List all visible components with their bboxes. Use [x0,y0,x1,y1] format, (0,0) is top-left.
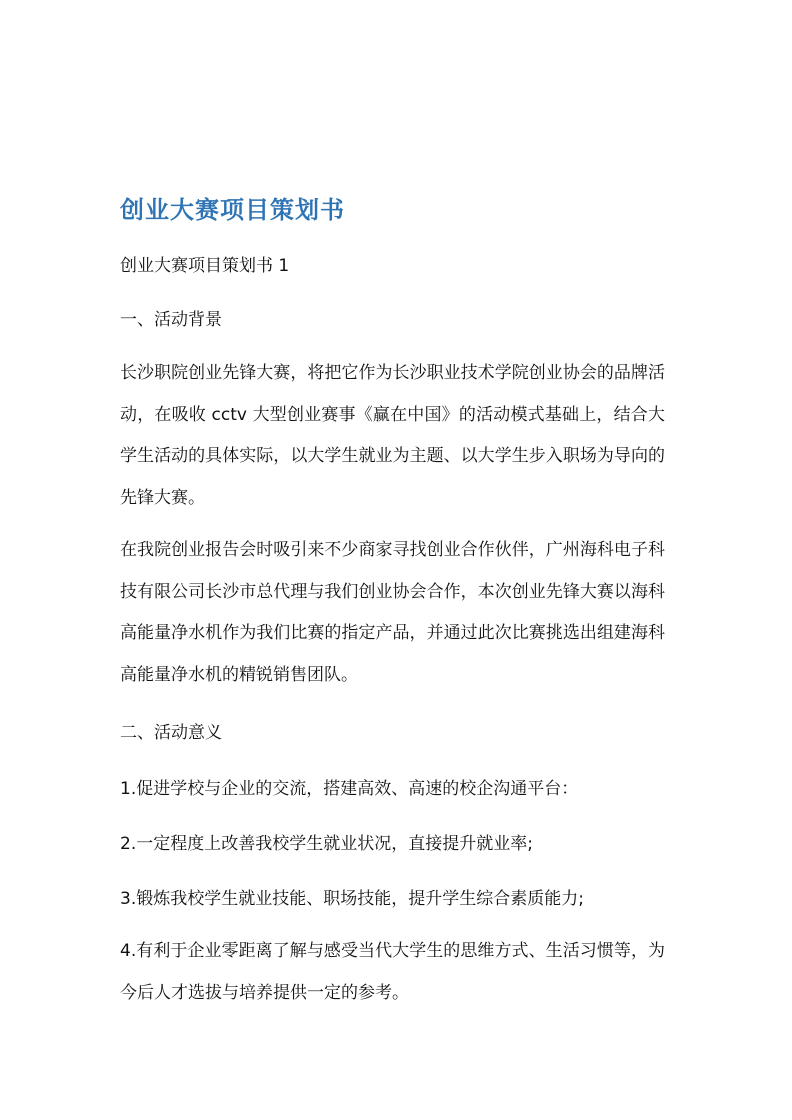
list-item: 2.一定程度上改善我校学生就业状况，直接提升就业率; [120,834,533,854]
list-item: 3.锻炼我校学生就业技能、职场技能，提升学生综合素质能力; [120,889,584,909]
document-subtitle: 创业大赛项目策划书 1 [120,256,290,276]
paragraph-background-1: 长沙职院创业先锋大赛，将把它作为长沙职业技术学院创业协会的品牌活动，在吸收 cctv 大型创业赛事《赢在中国》的活动模式基础上，结合大学生活动的具体实际，以大学生就业为主题、以大学生步入职场为导向的先锋大赛。 [120,363,665,508]
section-heading-background: 一、活动背景 [120,310,222,330]
section-heading-significance: 二、活动意义 [120,723,222,743]
list-item: 4.有利于企业零距离了解与感受当代大学生的思维方式、生活习惯等，为今后人才选拔与培养提供一定的参考。 [120,941,665,1003]
document-title: 创业大赛项目策划书 [120,196,345,224]
paragraph-background-2: 在我院创业报告会时吸引来不少商家寻找创业合作伙伴，广州海科电子科技有限公司长沙市总代理与我们创业协会合作，本次创业先锋大赛以海科高能量净水机作为我们比赛的指定产品，并通过此次比赛挑选出组建海科高能量净水机的精锐销售团队。 [120,540,665,685]
list-item: 1.促进学校与企业的交流，搭建高效、高速的校企沟通平台： [120,779,579,799]
